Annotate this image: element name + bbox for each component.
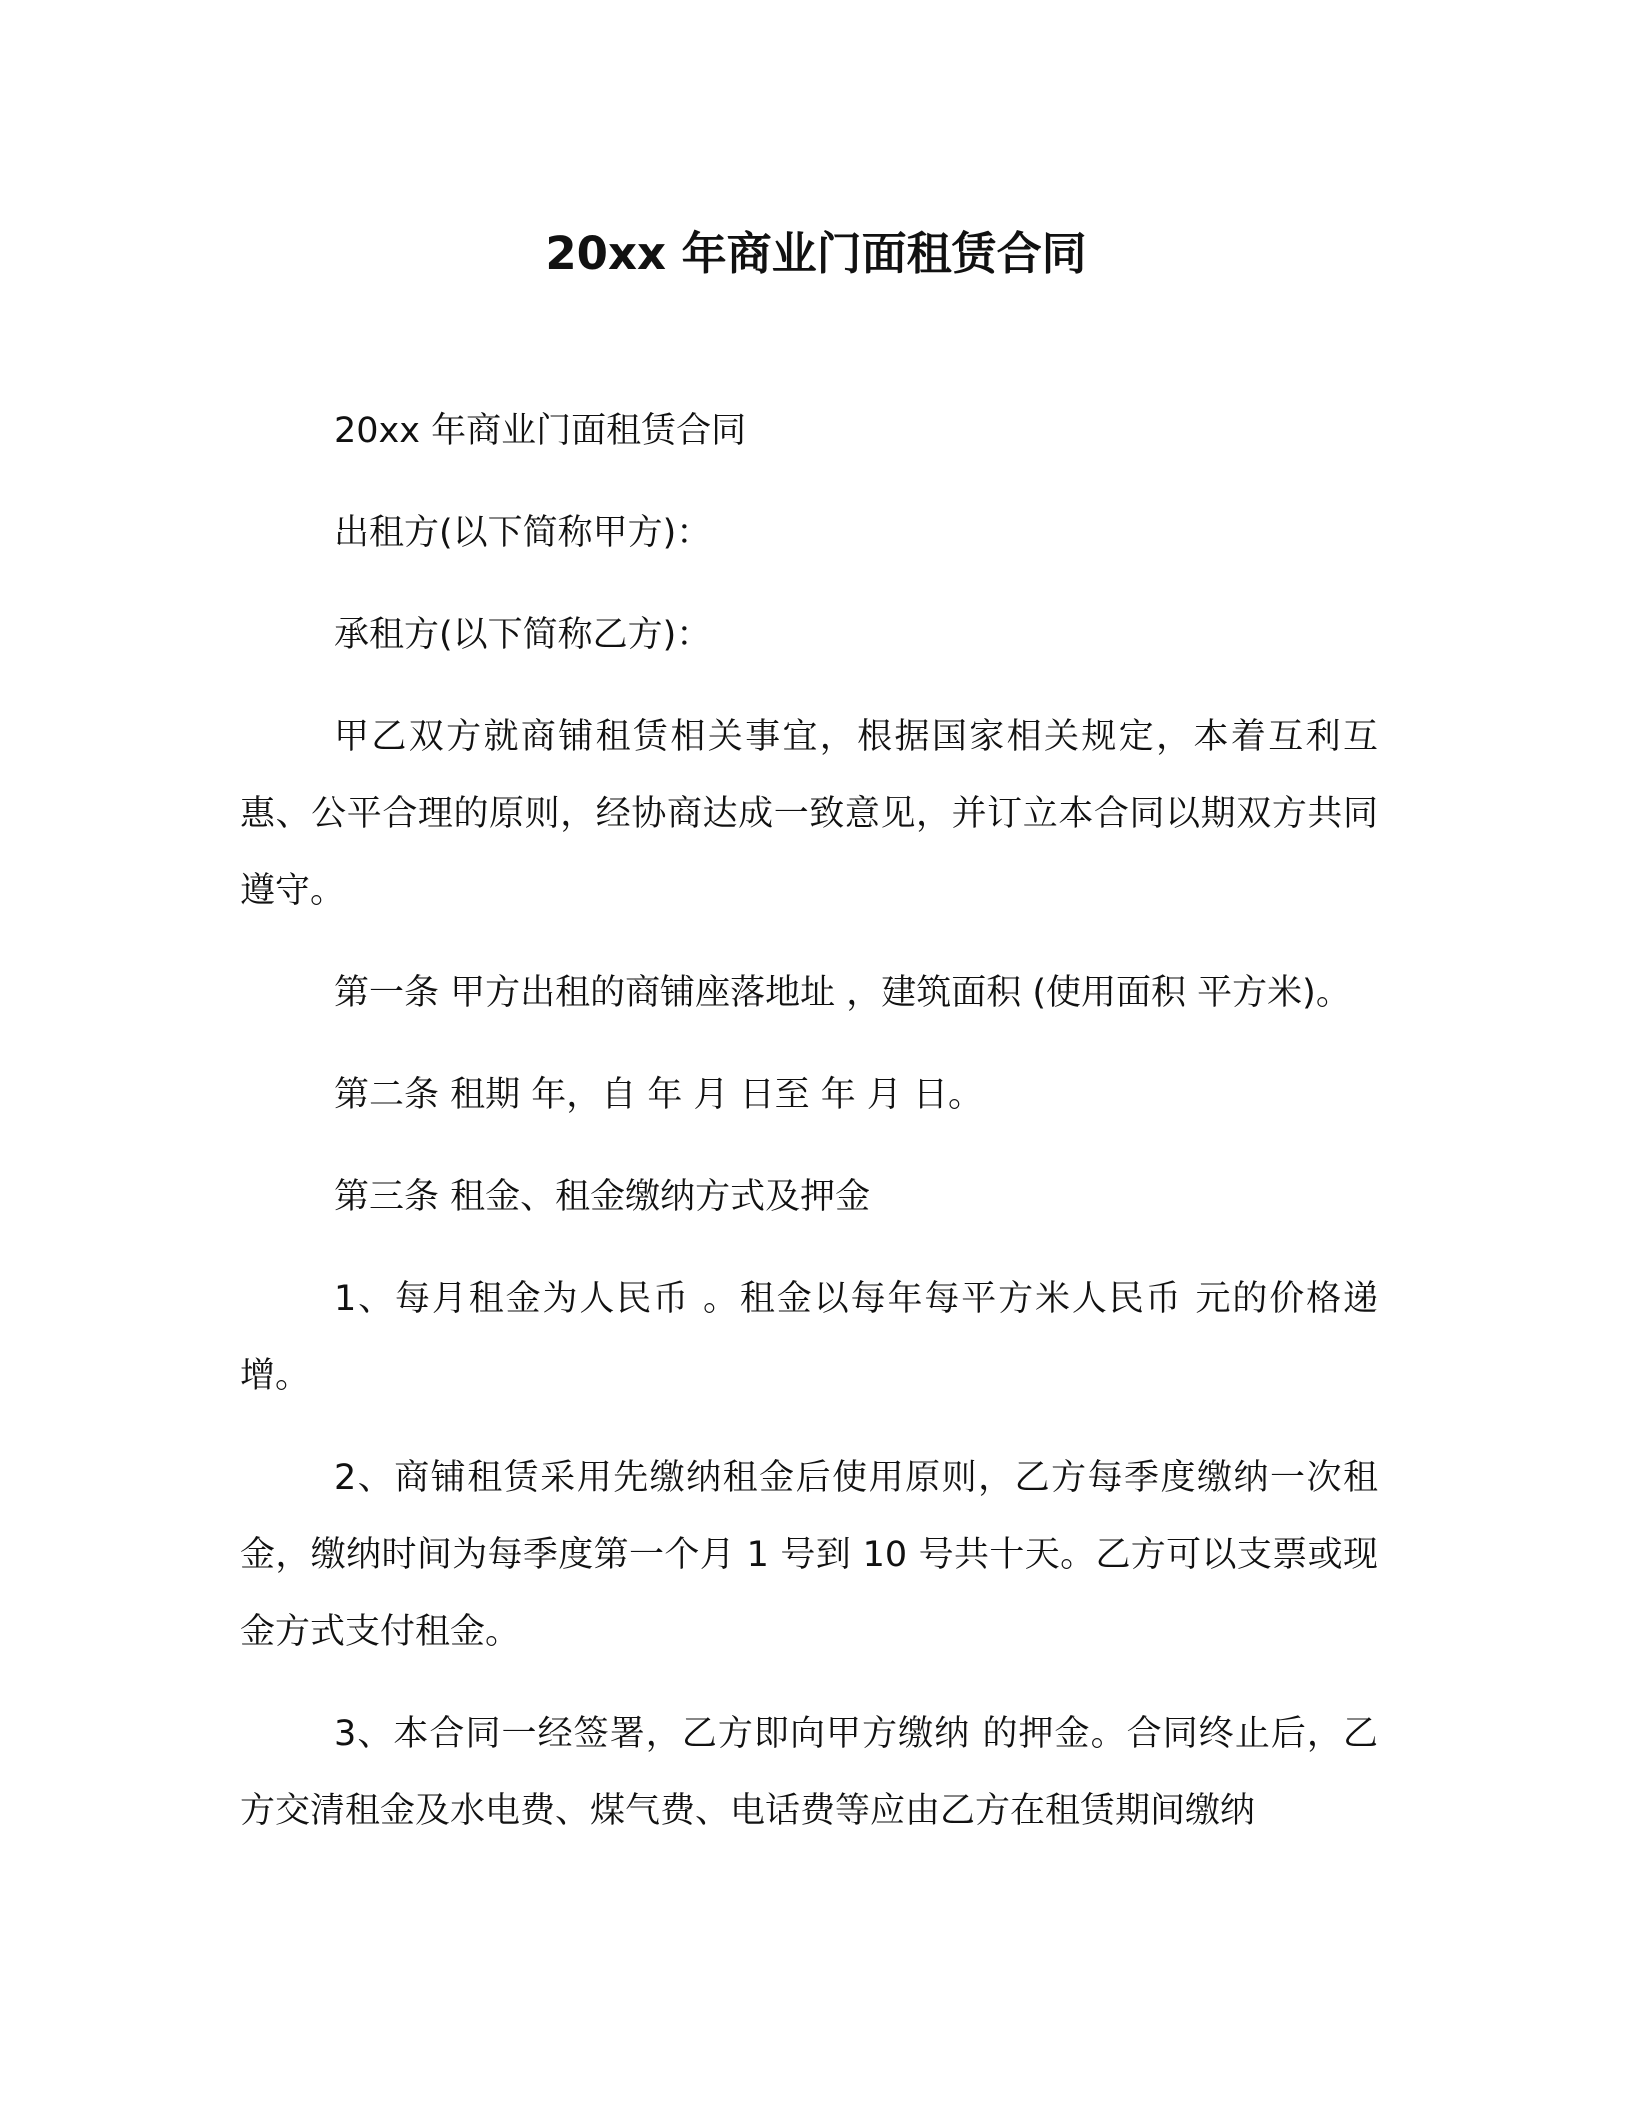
paragraph-heading-repeat: 20xx 年商业门面租赁合同 [334,411,747,451]
paragraph-clause-3: 3、本合同一经签署，乙方即向甲方缴纳 的押金。合同终止后，乙方交清租金及水电费、煤气费、电话费等应由乙方在租赁期间缴纳 [240,1714,1378,1831]
paragraph-preamble: 甲乙双方就商铺租赁相关事宜，根据国家相关规定，本着互利互惠、公平合理的原则，经协商达成一致意见，并订立本合同以期双方共同遵守。 [240,717,1378,911]
paragraph-article-3: 第三条 租金、租金缴纳方式及押金 [334,1177,871,1217]
paragraph-clause-1: 1、每月租金为人民币 。租金以每年每平方米人民币 元的价格递增。 [240,1279,1378,1396]
paragraph-lessee: 承租方(以下简称乙方)： [334,615,712,655]
paragraph-article-1: 第一条 甲方出租的商铺座落地址 ，建筑面积 (使用面积 平方米)。 [334,973,1351,1013]
document-body [240,393,1378,1875]
paragraph-clause-2: 2、商铺租赁采用先缴纳租金后使用原则，乙方每季度缴纳一次租金，缴纳时间为每季度第一个月 1 号到 10 号共十天。乙方可以支票或现金方式支付租金。 [240,1458,1378,1652]
paragraph-lessor: 出租方(以下简称甲方)： [334,513,712,553]
paragraph-article-2: 第二条 租期 年，自 年 月 日至 年 月 日。 [334,1075,984,1115]
document-title: 20xx 年商业门面租赁合同 [545,227,1087,280]
